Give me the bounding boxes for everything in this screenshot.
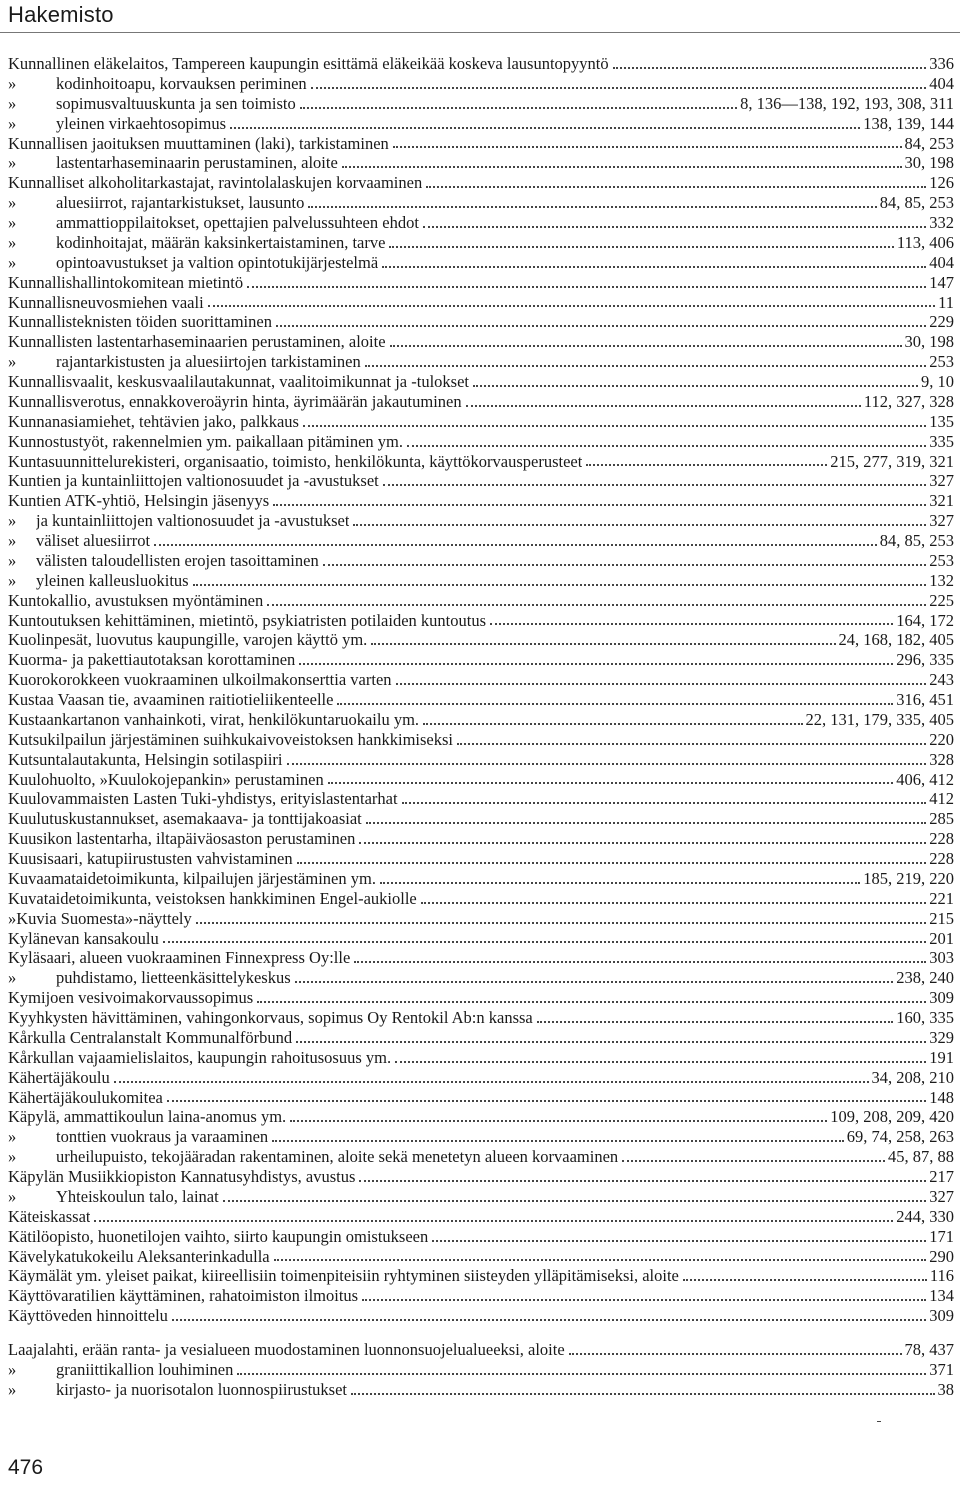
index-entry — [8, 789, 954, 809]
entry-text: välisten taloudellisten erojen tasoittaminen — [36, 550, 319, 570]
page-number: 476 — [8, 1456, 44, 1479]
dot-leader — [342, 165, 902, 168]
entry-text: Kuusikon lastentarha, iltapäiväosaston perustaminen — [8, 829, 356, 849]
ditto-mark: » — [8, 570, 17, 590]
entry-pages: 309 — [929, 988, 954, 1008]
index-entry — [8, 968, 954, 988]
ditto-mark: » — [8, 531, 17, 550]
ditto-mark: » — [8, 93, 17, 113]
entry-pages: 328 — [929, 749, 954, 769]
index-entry — [8, 1107, 954, 1127]
dot-leader — [421, 901, 927, 904]
entry-text: Kähertäjäkoulukomitea — [8, 1087, 163, 1107]
entry-text: kirjasto- ja nuorisotalon luonnospiirustukset — [56, 1379, 348, 1399]
entry-text: Kuulovammaisten Lasten Tuki-yhdistys, erityislastentarhat — [8, 789, 398, 809]
entry-pages: 290 — [929, 1246, 954, 1266]
entry-text: Kårkulla Centralanstalt Kommunalförbund — [8, 1027, 293, 1047]
index-entry — [8, 551, 954, 571]
dot-leader — [337, 702, 893, 705]
entry-pages: 116 — [929, 1266, 954, 1286]
entry-pages: 327 — [929, 471, 954, 491]
entry-pages: 215, 277, 319, 321 — [830, 451, 954, 471]
index-entry — [8, 909, 954, 929]
ditto-mark: » — [8, 352, 17, 372]
index-entry — [8, 630, 954, 650]
entry-pages: 34, 208, 210 — [871, 1067, 954, 1087]
dot-leader — [297, 861, 927, 864]
entry-pages: 296, 335 — [896, 650, 954, 670]
dot-leader — [295, 980, 894, 983]
entry-text: Kymijoen vesivoimakorvaussopimus — [8, 988, 254, 1008]
ditto-mark: » — [8, 1147, 17, 1167]
dot-leader — [382, 265, 926, 268]
entry-pages: 113, 406 — [896, 232, 954, 252]
index-entry — [8, 352, 954, 372]
index-entry — [8, 412, 954, 432]
entry-pages: 253 — [929, 550, 954, 570]
dot-leader — [389, 245, 893, 248]
dot-leader — [354, 960, 926, 963]
dot-leader — [328, 781, 894, 784]
ditto-mark: » — [8, 193, 17, 213]
dot-leader — [393, 145, 902, 148]
entry-pages: 78, 437 — [904, 1340, 954, 1359]
index-entry — [8, 809, 954, 829]
ditto-mark: » — [8, 153, 17, 173]
entry-text: Laajalahti, erään ranta- ja vesialueen muodostaminen luonnonsuojelualueeksi, aloite — [8, 1340, 565, 1359]
dot-leader — [569, 1352, 902, 1355]
index-entry — [8, 770, 954, 790]
index-entry — [8, 1187, 954, 1207]
dot-leader — [247, 285, 926, 288]
entry-text: Kunnallisneuvosmiehen vaali — [8, 292, 204, 312]
entry-pages: 404 — [929, 252, 954, 272]
dot-leader — [272, 1139, 844, 1142]
stray-mark — [877, 1421, 881, 1422]
ditto-mark: » — [8, 1359, 17, 1379]
dot-leader — [432, 1239, 926, 1242]
index-entry — [8, 591, 954, 611]
dot-leader — [537, 1020, 894, 1023]
entry-text: Kunnallisverotus, ennakkoveroäyrin hinta, äyrimäärän jakautuminen — [8, 391, 462, 411]
entry-pages: 412 — [929, 789, 954, 809]
index-entry — [8, 1207, 954, 1227]
dot-leader — [94, 1219, 893, 1222]
entry-text: Kuulohuolto, »Kuulokojepankin» perustaminen — [8, 769, 324, 789]
dot-leader — [622, 1159, 885, 1162]
entry-text: lastentarhaseminaarin perustaminen, aloite — [56, 153, 338, 173]
entry-pages: 147 — [929, 272, 954, 292]
index-entry — [8, 293, 954, 313]
dot-leader — [300, 106, 737, 109]
index-entry — [8, 213, 954, 233]
ditto-mark: » — [8, 1127, 17, 1147]
dot-leader — [303, 424, 926, 427]
entry-pages: 135 — [929, 411, 954, 431]
entry-text: Kuolinpesät, luovutus kaupungille, varojen käyttö ym. — [8, 630, 368, 650]
entry-pages: 215 — [929, 908, 954, 928]
index-entry — [8, 1266, 954, 1286]
entry-text: Käyttövaratilien käyttäminen, rahatoimiston ilmoitus — [8, 1286, 359, 1306]
index-entry — [8, 471, 954, 491]
dot-leader — [290, 1119, 827, 1122]
entry-pages: 30, 198 — [904, 153, 954, 173]
index-entry — [8, 829, 954, 849]
entry-pages: 285 — [929, 809, 954, 829]
index-entry — [8, 452, 954, 472]
index-entry — [8, 1360, 954, 1380]
dot-leader — [383, 483, 927, 486]
dot-leader — [683, 1278, 927, 1281]
entry-text: puhdistamo, lietteenkäsittelykeskus — [56, 968, 291, 988]
entry-text: opintoavustukset ja valtion opintotukijärjestelmä — [56, 252, 379, 272]
entry-text: Käpylän Musiikkiopiston Kannatusyhdistys, avustus — [8, 1167, 356, 1186]
dot-leader — [257, 1000, 926, 1003]
ditto-mark: » — [8, 968, 17, 988]
entry-pages: 112, 327, 328 — [863, 391, 954, 411]
entry-text: Kuorokorokkeen vuokraaminen ulkoilmakonserttia varten — [8, 670, 392, 690]
index-entry — [8, 730, 954, 750]
entry-text: Kyyhkysten hävittäminen, vahingonkorvaus, sopimus Oy Rentokil Ab:n kanssa — [8, 1008, 533, 1027]
entry-text: rajantarkistusten ja aluesiirtojen tarkistaminen — [56, 352, 361, 372]
index-entry — [8, 173, 954, 193]
entry-text: Kunnalliset alkoholitarkastajat, ravintolalaskujen korvaaminen — [8, 173, 423, 193]
entry-pages: 225 — [929, 590, 954, 610]
index-entry — [8, 153, 954, 173]
dot-leader — [230, 126, 860, 129]
entry-text: Yhteiskoulun talo, lainat — [56, 1186, 219, 1206]
index-entry — [8, 929, 954, 949]
entry-pages: 109, 208, 209, 420 — [830, 1107, 954, 1127]
dot-leader — [365, 364, 927, 367]
entry-text: Kuulutuskustannukset, asemakaava- ja tonttijakoasiat — [8, 809, 362, 829]
index-entry — [8, 372, 954, 392]
index-entry — [8, 1167, 954, 1187]
entry-text: Kätilöopisto, huonetilojen vaihto, siirto kaupungin omistukseen — [8, 1226, 429, 1246]
entry-pages: 406, 412 — [896, 769, 954, 789]
index-entry — [8, 312, 954, 332]
entry-text: Kustaa Vaasan tie, avaaminen raitiotieliikenteelle — [8, 690, 334, 709]
entry-text: Käpylä, ammattikoulun laina-anomus ym. — [8, 1107, 287, 1127]
entry-pages: 8, 136—138, 192, 193, 308, 311 — [740, 93, 954, 113]
dot-leader — [196, 921, 926, 924]
entry-pages: 253 — [929, 352, 954, 372]
entry-text: Kutsuntalautakunta, Helsingin sotilaspiiri — [8, 749, 283, 769]
dot-leader — [380, 881, 860, 884]
entry-pages: 243 — [929, 670, 954, 690]
index-entry — [8, 1127, 954, 1147]
entry-text: Kunnallishallintokomitean mietintö — [8, 272, 244, 292]
index-entry — [8, 233, 954, 253]
entry-text: Käyttöveden hinnoittelu — [8, 1306, 168, 1326]
dot-leader — [362, 1298, 926, 1301]
index-entry — [8, 611, 954, 631]
dot-leader — [154, 543, 877, 546]
entry-text: Kuvaamataidetoimikunta, kilpailujen järjestäminen ym. — [8, 868, 376, 888]
dot-leader — [423, 225, 926, 228]
index-entry — [8, 1247, 954, 1267]
entry-text: Kunnallisten lastentarhaseminaarien perustaminen, aloite — [8, 332, 386, 352]
entry-pages: 244, 330 — [896, 1206, 954, 1226]
entry-text: kodinhoitoapu, korvauksen periminen — [56, 73, 307, 93]
dot-leader — [426, 185, 926, 188]
dot-leader — [351, 1392, 934, 1395]
entry-text: Kunnallisvaalit, keskusvaalilautakunnat, vaalitoimikunnat ja -tulokset — [8, 372, 469, 391]
dot-leader — [396, 682, 927, 685]
entry-pages: 160, 335 — [896, 1008, 954, 1027]
index-entry — [8, 1227, 954, 1247]
index-entry — [8, 511, 954, 531]
entry-text: Kähertäjäkoulu — [8, 1067, 110, 1087]
index-entry — [8, 432, 954, 452]
dot-leader — [311, 86, 927, 89]
index-entry — [8, 1048, 954, 1068]
entry-pages: 38 — [937, 1379, 954, 1399]
entry-pages: 30, 198 — [904, 332, 954, 352]
entry-text: urheilupuisto, tekojääradan rakentaminen, aloite sekä menetetyn alueen korvaaminen — [56, 1147, 619, 1167]
index-list — [8, 54, 954, 1400]
entry-pages: 321 — [929, 491, 954, 511]
entry-pages: 303 — [929, 948, 954, 968]
entry-pages: 22, 131, 179, 335, 405 — [805, 709, 954, 729]
dot-leader — [407, 444, 926, 447]
entry-pages: 138, 139, 144 — [863, 113, 954, 133]
ditto-mark: » — [8, 550, 17, 570]
dot-leader — [490, 622, 893, 625]
entry-text: Kuntokallio, avustuksen myöntäminen — [8, 590, 264, 610]
dot-leader — [193, 583, 927, 586]
entry-pages: 126 — [929, 173, 954, 193]
entry-pages: 9, 10 — [921, 372, 954, 391]
entry-pages: 316, 451 — [896, 690, 954, 709]
index-entry — [8, 273, 954, 293]
dot-leader — [267, 603, 926, 606]
index-entry — [8, 571, 954, 591]
index-entry — [8, 134, 954, 154]
entry-pages: 11 — [938, 292, 954, 312]
entry-text: kodinhoitajat, määrän kaksinkertaistaminen, tarve — [56, 232, 386, 252]
entry-pages: 329 — [929, 1027, 954, 1047]
entry-text: väliset aluesiirrot — [36, 531, 151, 550]
index-entry — [8, 392, 954, 412]
index-entry — [8, 1286, 954, 1306]
entry-text: Kustaankartanon vanhainkoti, virat, henkilökuntaruokailu ym. — [8, 709, 420, 729]
dot-leader — [402, 801, 927, 804]
index-entry — [8, 491, 954, 511]
index-entry — [8, 988, 954, 1008]
entry-pages: 84, 85, 253 — [879, 531, 954, 550]
entry-text: Kuusisaari, katupiirustusten vahvistaminen — [8, 849, 293, 868]
index-entry — [8, 253, 954, 273]
index-entry — [8, 74, 954, 94]
entry-text: yleinen kalleusluokitus — [36, 570, 189, 590]
index-entry — [8, 1028, 954, 1048]
index-entry — [8, 710, 954, 730]
entry-text: »Kuvia Suomesta»-näyttely — [8, 908, 192, 928]
index-entry — [8, 670, 954, 690]
entry-text: Kunnostustyöt, rakennelmien ym. paikallaan pitäminen ym. — [8, 431, 404, 451]
dot-leader — [296, 1040, 926, 1043]
dot-leader — [163, 940, 927, 943]
index-entry — [8, 650, 954, 670]
ditto-mark: » — [8, 213, 17, 232]
index-entry — [8, 114, 954, 134]
dot-leader — [473, 384, 918, 387]
entry-pages: 327 — [929, 1186, 954, 1206]
ditto-mark: » — [8, 73, 17, 93]
dot-leader — [276, 324, 926, 327]
dot-leader — [586, 463, 827, 466]
dot-leader — [390, 344, 902, 347]
index-entry — [8, 750, 954, 770]
entry-text: Kunnanasiamiehet, tehtävien jako, palkkaus — [8, 411, 299, 431]
entry-pages: 221 — [929, 888, 954, 908]
entry-text: Kutsukilpailun järjestäminen suihkukaivoveistoksen hankkimiseksi — [8, 729, 453, 749]
index-entry — [8, 193, 954, 213]
page-header-title: Hakemisto — [8, 2, 114, 27]
ditto-mark: » — [8, 232, 17, 252]
entry-pages: 335 — [929, 431, 954, 451]
entry-pages: 201 — [929, 928, 954, 948]
ditto-mark: » — [8, 1186, 17, 1206]
index-entry — [8, 332, 954, 352]
entry-pages: 238, 240 — [896, 968, 954, 988]
dot-leader — [323, 563, 927, 566]
entry-text: Kuvataidetoimikunta, veistoksen hankkiminen Engel-aukiolle — [8, 888, 417, 908]
ditto-mark: » — [8, 113, 17, 133]
dot-leader — [423, 722, 802, 725]
index-entry — [8, 1380, 954, 1400]
header-rule — [0, 32, 960, 33]
entry-pages: 229 — [929, 312, 954, 332]
dot-leader — [114, 1080, 869, 1083]
index-entry — [8, 1088, 954, 1108]
index-entry — [8, 1340, 954, 1360]
dot-leader — [359, 841, 926, 844]
entry-text: tonttien vuokraus ja varaaminen — [56, 1127, 269, 1147]
entry-text: Kuntoutuksen kehittäminen, mietintö, psykiatristen potilaiden kuntoutus — [8, 610, 486, 630]
entry-text: ammattioppilaitokset, opettajien palvelussuhteen ehdot — [56, 213, 419, 232]
entry-pages: 45, 87, 88 — [888, 1147, 954, 1167]
dot-leader — [308, 205, 876, 208]
entry-pages: 217 — [929, 1167, 954, 1186]
index-entry — [8, 94, 954, 114]
entry-pages: 191 — [929, 1047, 954, 1067]
entry-pages: 84, 85, 253 — [879, 193, 954, 213]
index-entry — [8, 869, 954, 889]
dot-leader — [223, 1199, 927, 1202]
index-entry — [8, 1068, 954, 1088]
dot-leader — [395, 1060, 926, 1063]
entry-pages: 134 — [929, 1286, 954, 1306]
entry-pages: 84, 253 — [904, 133, 954, 153]
entry-pages: 164, 172 — [896, 610, 954, 630]
entry-text: Kårkullan vajaamielislaitos, kaupungin rahoitusosuus ym. — [8, 1047, 392, 1067]
entry-text: aluesiirrot, rajantarkistukset, lausunto — [56, 193, 305, 213]
entry-text: Käymälät ym. yleiset paikat, kiireellisiin toimenpiteisiin ryhtyminen siisteyden ylläpitämiseksi, aloite — [8, 1266, 679, 1286]
entry-text: Kunnallisen jaoituksen muuttaminen (laki), tarkistaminen — [8, 133, 389, 153]
dot-leader — [359, 1179, 926, 1182]
entry-pages: 309 — [929, 1306, 954, 1326]
entry-pages: 171 — [929, 1226, 954, 1246]
dot-leader — [273, 503, 926, 506]
dot-leader — [172, 1318, 926, 1321]
index-entry — [8, 948, 954, 968]
dot-leader — [208, 304, 935, 307]
entry-text: ja kuntainliittojen valtionosuudet ja -avustukset — [36, 511, 350, 531]
dot-leader — [287, 762, 927, 765]
entry-pages: 404 — [929, 73, 954, 93]
entry-pages: 228 — [929, 849, 954, 868]
dot-leader — [371, 642, 835, 645]
dot-leader — [299, 662, 893, 665]
entry-text: Kävelykatukokeilu Aleksanterinkadulla — [8, 1246, 270, 1266]
index-entry — [8, 1147, 954, 1167]
index-entry — [8, 889, 954, 909]
index-entry — [8, 690, 954, 710]
entry-text: Kunnallisteknisten töiden suorittaminen — [8, 312, 272, 332]
entry-text: graniittikallion louhiminen — [56, 1359, 234, 1379]
index-entry — [8, 531, 954, 551]
entry-text: Kylänevan kansakoulu — [8, 928, 159, 948]
entry-pages: 24, 168, 182, 405 — [838, 630, 954, 650]
entry-text: yleinen virkaehtosopimus — [56, 113, 227, 133]
entry-pages: 336 — [929, 54, 954, 73]
dot-leader — [366, 821, 927, 824]
entry-text: sopimusvaltuuskunta ja sen toimisto — [56, 93, 296, 113]
dot-leader — [237, 1372, 926, 1375]
dot-leader — [353, 523, 926, 526]
entry-pages: 228 — [929, 829, 954, 849]
index-entry — [8, 54, 954, 74]
dot-leader — [167, 1099, 926, 1102]
entry-pages: 332 — [929, 213, 954, 232]
entry-text: Kuntasuunnittelurekisteri, organisaatio, toimisto, henkilökunta, käyttökorvausperusteet — [8, 451, 583, 471]
entry-pages: 327 — [929, 511, 954, 531]
entry-text: Kuorma- ja pakettiautotaksan korottaminen — [8, 650, 296, 670]
dot-leader — [274, 1258, 927, 1261]
entry-text: Kyläsaari, alueen vuokraaminen Finnexpress Oy:lle — [8, 948, 351, 968]
entry-pages: 148 — [929, 1087, 954, 1107]
index-entry — [8, 1008, 954, 1028]
entry-text: Kunnallinen eläkelaitos, Tampereen kaupungin esittämä eläkeikää koskeva lausuntopyyntö — [8, 54, 609, 73]
entry-text: Kuntien ja kuntainliittojen valtionosuudet ja -avustukset — [8, 471, 379, 491]
dot-leader — [613, 66, 927, 69]
entry-pages: 132 — [929, 570, 954, 590]
entry-pages: 185, 219, 220 — [863, 868, 954, 888]
entry-pages: 69, 74, 258, 263 — [846, 1127, 954, 1147]
ditto-mark: » — [8, 1379, 17, 1399]
entry-pages: 371 — [929, 1359, 954, 1379]
index-entry — [8, 849, 954, 869]
entry-text: Kuntien ATK-yhtiö, Helsingin jäsenyys — [8, 491, 270, 511]
ditto-mark: » — [8, 511, 17, 531]
index-entry — [8, 1306, 954, 1326]
entry-pages: 220 — [929, 729, 954, 749]
dot-leader — [457, 742, 926, 745]
ditto-mark: » — [8, 252, 17, 272]
entry-text: Käteiskassat — [8, 1206, 91, 1226]
dot-leader — [466, 404, 861, 407]
